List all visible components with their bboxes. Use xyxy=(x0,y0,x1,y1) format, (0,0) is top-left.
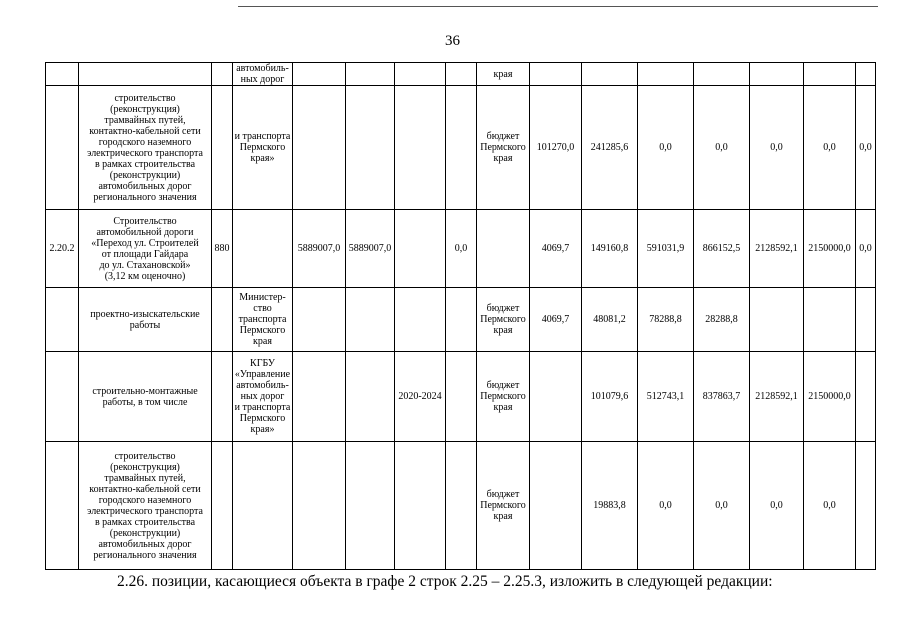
cell-year-2019: 4069,7 xyxy=(530,210,582,288)
cell-object-name: строительно-монтажные работы, в том числе xyxy=(79,352,212,442)
cell-year-2021: 78288,8 xyxy=(638,288,694,352)
cell-cost-total xyxy=(293,86,346,210)
cell-cost-remaining xyxy=(346,86,395,210)
cell-period xyxy=(395,86,446,210)
cell-year-2024: 2150000,0 xyxy=(804,210,856,288)
cell-executor: КГБУ «Управление автомобиль- ных дорог и транспорта Пермского края» xyxy=(233,352,293,442)
cell-year-2025: 0,0 xyxy=(856,210,876,288)
cell-row-number xyxy=(46,288,79,352)
cell-col-8 xyxy=(446,86,477,210)
cell-year-2021: 512743,1 xyxy=(638,352,694,442)
cell-year-2024: 0,0 xyxy=(804,442,856,570)
cell-col-8 xyxy=(446,63,477,86)
cell-year-2022: 28288,8 xyxy=(694,288,750,352)
cell-code xyxy=(212,63,233,86)
cell-funding-source: бюджет Пермского края xyxy=(477,86,530,210)
table-row xyxy=(46,288,876,352)
cell-year-2020: 149160,8 xyxy=(582,210,638,288)
cell-year-2024 xyxy=(804,288,856,352)
cell-code: 880 xyxy=(212,210,233,288)
cell-period xyxy=(395,63,446,86)
cell-funding-source: бюджет Пермского края xyxy=(477,288,530,352)
cell-year-2022: 866152,5 xyxy=(694,210,750,288)
cell-year-2020 xyxy=(582,63,638,86)
cell-year-2025 xyxy=(856,442,876,570)
cell-object-name xyxy=(79,63,212,86)
cell-year-2021: 0,0 xyxy=(638,442,694,570)
cell-cost-total: 5889007,0 xyxy=(293,210,346,288)
cell-year-2021: 0,0 xyxy=(638,86,694,210)
cell-row-number xyxy=(46,63,79,86)
cell-code xyxy=(212,288,233,352)
cell-year-2020: 101079,6 xyxy=(582,352,638,442)
cell-code xyxy=(212,442,233,570)
table-row xyxy=(46,442,876,570)
cell-cost-total xyxy=(293,288,346,352)
cell-year-2023: 0,0 xyxy=(750,86,804,210)
cell-code xyxy=(212,86,233,210)
cell-row-number xyxy=(46,442,79,570)
cell-row-number xyxy=(46,86,79,210)
cell-object-name: строительство (реконструкция) трамвайных путей, контактно-кабельной сети городского наземного электрического транспорта в рамках строительства (реконструкции) автомобильных дорог регионального значения xyxy=(79,442,212,570)
cell-executor xyxy=(233,210,293,288)
cell-year-2023: 0,0 xyxy=(750,442,804,570)
cell-year-2021: 591031,9 xyxy=(638,210,694,288)
cell-funding-source xyxy=(477,210,530,288)
table-body xyxy=(46,63,876,570)
cell-year-2023: 2128592,1 xyxy=(750,210,804,288)
table-row xyxy=(46,86,876,210)
cell-cost-remaining xyxy=(346,288,395,352)
cell-period xyxy=(395,210,446,288)
cell-col-8 xyxy=(446,442,477,570)
cell-year-2019 xyxy=(530,442,582,570)
cell-object-name: строительство (реконструкция) трамвайных путей, контактно-кабельной сети городского наземного электрического транспорта в рамках строительства (реконструкции) автомобильных дорог регионального значения xyxy=(79,86,212,210)
cell-row-number: 2.20.2 xyxy=(46,210,79,288)
cell-cost-remaining: 5889007,0 xyxy=(346,210,395,288)
cell-year-2022: 0,0 xyxy=(694,86,750,210)
cell-executor xyxy=(233,442,293,570)
cell-year-2025 xyxy=(856,288,876,352)
cell-cost-remaining xyxy=(346,63,395,86)
cell-funding-source: края xyxy=(477,63,530,86)
table-row xyxy=(46,352,876,442)
cell-executor: и транспорта Пермского края» xyxy=(233,86,293,210)
top-rule xyxy=(238,6,878,7)
cell-period xyxy=(395,288,446,352)
table-row xyxy=(46,63,876,86)
cell-year-2024 xyxy=(804,63,856,86)
cell-year-2020: 241285,6 xyxy=(582,86,638,210)
cell-funding-source: бюджет Пермского края xyxy=(477,442,530,570)
cell-year-2023 xyxy=(750,288,804,352)
cell-year-2019 xyxy=(530,63,582,86)
cell-year-2019: 101270,0 xyxy=(530,86,582,210)
cell-object-name: проектно-изыскательские работы xyxy=(79,288,212,352)
cell-year-2019: 4069,7 xyxy=(530,288,582,352)
cell-col-8 xyxy=(446,288,477,352)
cell-year-2024: 0,0 xyxy=(804,86,856,210)
cell-year-2020: 19883,8 xyxy=(582,442,638,570)
cell-row-number xyxy=(46,352,79,442)
cell-funding-source: бюджет Пермского края xyxy=(477,352,530,442)
cell-year-2024: 2150000,0 xyxy=(804,352,856,442)
cell-object-name: Строительство автомобильной дороги «Переход ул. Строителей от площади Гайдара до ул. Стахановской» (3,12 км оценочно) xyxy=(79,210,212,288)
cell-executor: Министер- ство транспорта Пермского края xyxy=(233,288,293,352)
cell-cost-remaining xyxy=(346,352,395,442)
cell-cost-remaining xyxy=(346,442,395,570)
cell-cost-total xyxy=(293,442,346,570)
cell-year-2025 xyxy=(856,352,876,442)
cell-year-2023 xyxy=(750,63,804,86)
cell-year-2022 xyxy=(694,63,750,86)
cell-year-2025 xyxy=(856,63,876,86)
cell-cost-total xyxy=(293,352,346,442)
cell-year-2021 xyxy=(638,63,694,86)
cell-year-2025: 0,0 xyxy=(856,86,876,210)
page-number: 36 xyxy=(445,33,460,49)
program-table xyxy=(45,62,876,570)
cell-year-2019 xyxy=(530,352,582,442)
cell-year-2020: 48081,2 xyxy=(582,288,638,352)
cell-col-8 xyxy=(446,352,477,442)
cell-year-2023: 2128592,1 xyxy=(750,352,804,442)
cell-col-8: 0,0 xyxy=(446,210,477,288)
footer-instruction: 2.26. позиции, касающиеся объекта в графе 2 строк 2.25 – 2.25.3, изложить в следующей редакции: xyxy=(117,573,773,590)
cell-executor: автомобиль- ных дорог xyxy=(233,63,293,86)
cell-year-2022: 837863,7 xyxy=(694,352,750,442)
table-row xyxy=(46,210,876,288)
cell-cost-total xyxy=(293,63,346,86)
cell-code xyxy=(212,352,233,442)
cell-period: 2020-2024 xyxy=(395,352,446,442)
cell-year-2022: 0,0 xyxy=(694,442,750,570)
cell-period xyxy=(395,442,446,570)
